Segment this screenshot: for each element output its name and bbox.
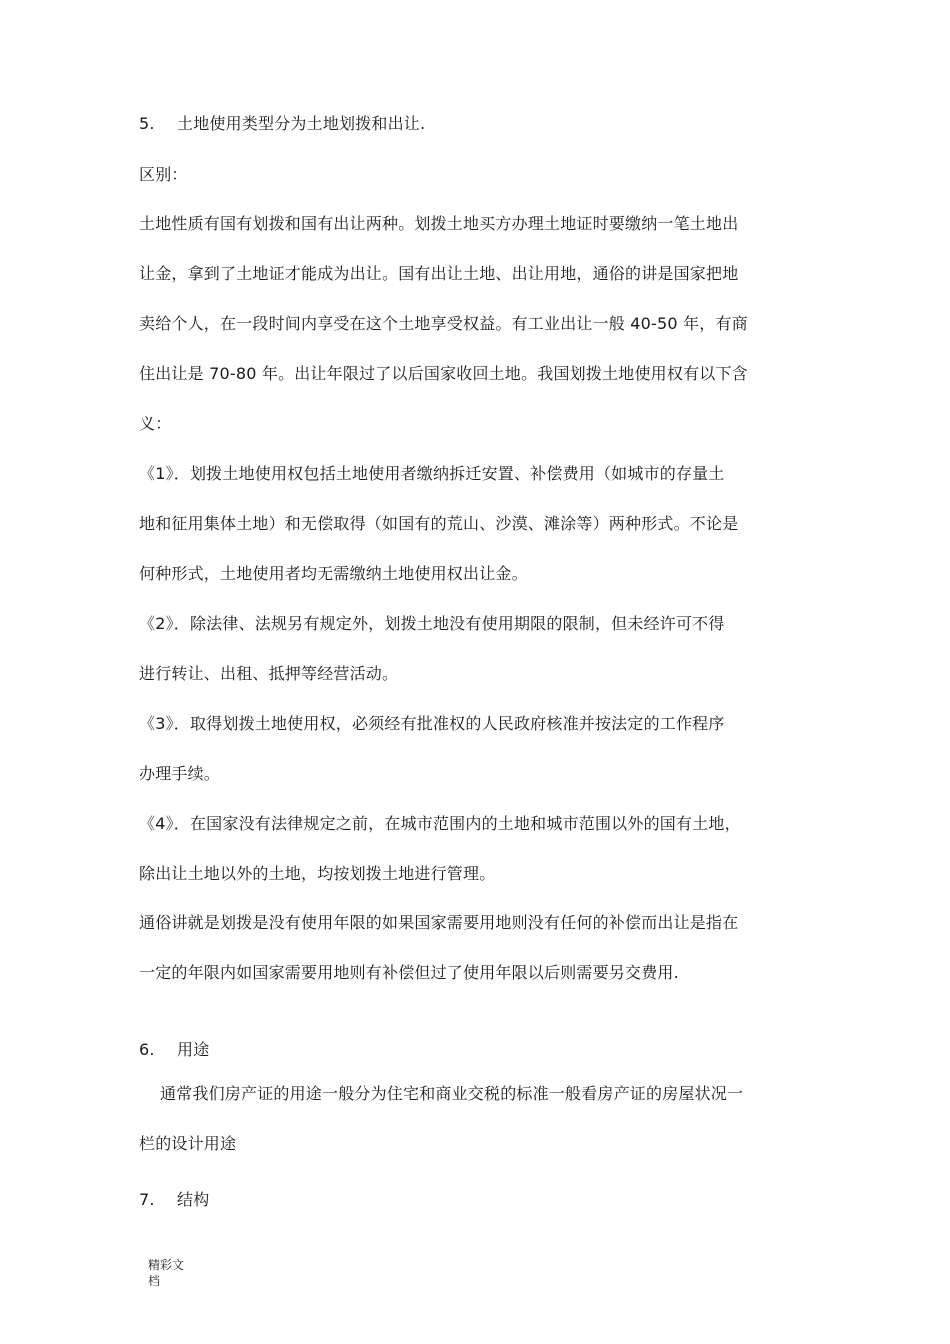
footer-watermark [148,1257,184,1289]
list-item-3-line: 《3》．取得划拨土地使用权，必须经有批准权的人民政府核准并按法定的工作程序 [139,714,725,733]
list-item-1-line: 地和征用集体土地）和无偿取得（如国有的荒山、沙漠、滩涂等）两种形式。不论是 [139,514,739,533]
section-6-body-line: 栏的设计用途 [139,1134,237,1153]
list-item-2-line: 进行转让、出租、抵押等经营活动。 [139,664,399,683]
section-6-body-line: 通常我们房产证的用途一般分为住宅和商业交税的标准一般看房产证的房屋状况一 [160,1084,744,1103]
section-title: 结构 [177,1190,210,1209]
paragraph-line: 义： [139,414,172,433]
summary-line: 通俗讲就是划拨是没有使用年限的如果国家需要用地则没有任何的补偿而出让是指在 [139,913,739,932]
footer-line: 档 [148,1274,161,1288]
list-item-1-line: 《1》．划拨土地使用权包括土地使用者缴纳拆迁安置、补偿费用（如城市的存量土 [139,464,725,483]
list-item-1-line: 何种形式，土地使用者均无需缴纳土地使用权出让金。 [139,564,528,583]
list-item-4-line: 除出让土地以外的土地，均按划拨土地进行管理。 [139,864,496,883]
difference-label: 区别： [139,165,188,184]
paragraph-line: 让金，拿到了土地证才能成为出让。国有出让土地、出让用地，通俗的讲是国家把地 [139,264,739,283]
list-item-4-line: 《4》．在国家没有法律规定之前，在城市范围内的土地和城市范围以外的国有土地， [139,814,741,833]
summary-line: 一定的年限内如国家需要用地则有补偿但过了使用年限以后则需要另交费用. [139,963,679,982]
paragraph-line: 土地性质有国有划拨和国有出让两种。划拨土地买方办理土地证时要缴纳一笔土地出 [139,214,739,233]
paragraph-line: 卖给个人，在一段时间内享受在这个土地享受权益。有工业出让一般 40-50 年，有商 [139,314,748,333]
section-title: 用途 [177,1040,210,1059]
section-number: 6. [139,1040,155,1059]
section-number: 7. [139,1190,155,1209]
list-item-3-line: 办理手续。 [139,764,221,783]
section-6-heading [139,1038,819,1062]
section-7-heading [139,1188,819,1212]
section-title: 土地使用类型分为土地划拨和出让. [177,114,426,133]
section-5-heading [139,112,819,136]
paragraph-line: 住出让是 70-80 年。出让年限过了以后国家收回土地。我国划拨土地使用权有以下含 [139,364,748,383]
list-item-2-line: 《2》．除法律、法规另有规定外，划拨土地没有使用期限的限制，但未经许可不得 [139,614,725,633]
footer-line: 精彩文 [148,1258,185,1272]
section-number: 5. [139,114,155,133]
